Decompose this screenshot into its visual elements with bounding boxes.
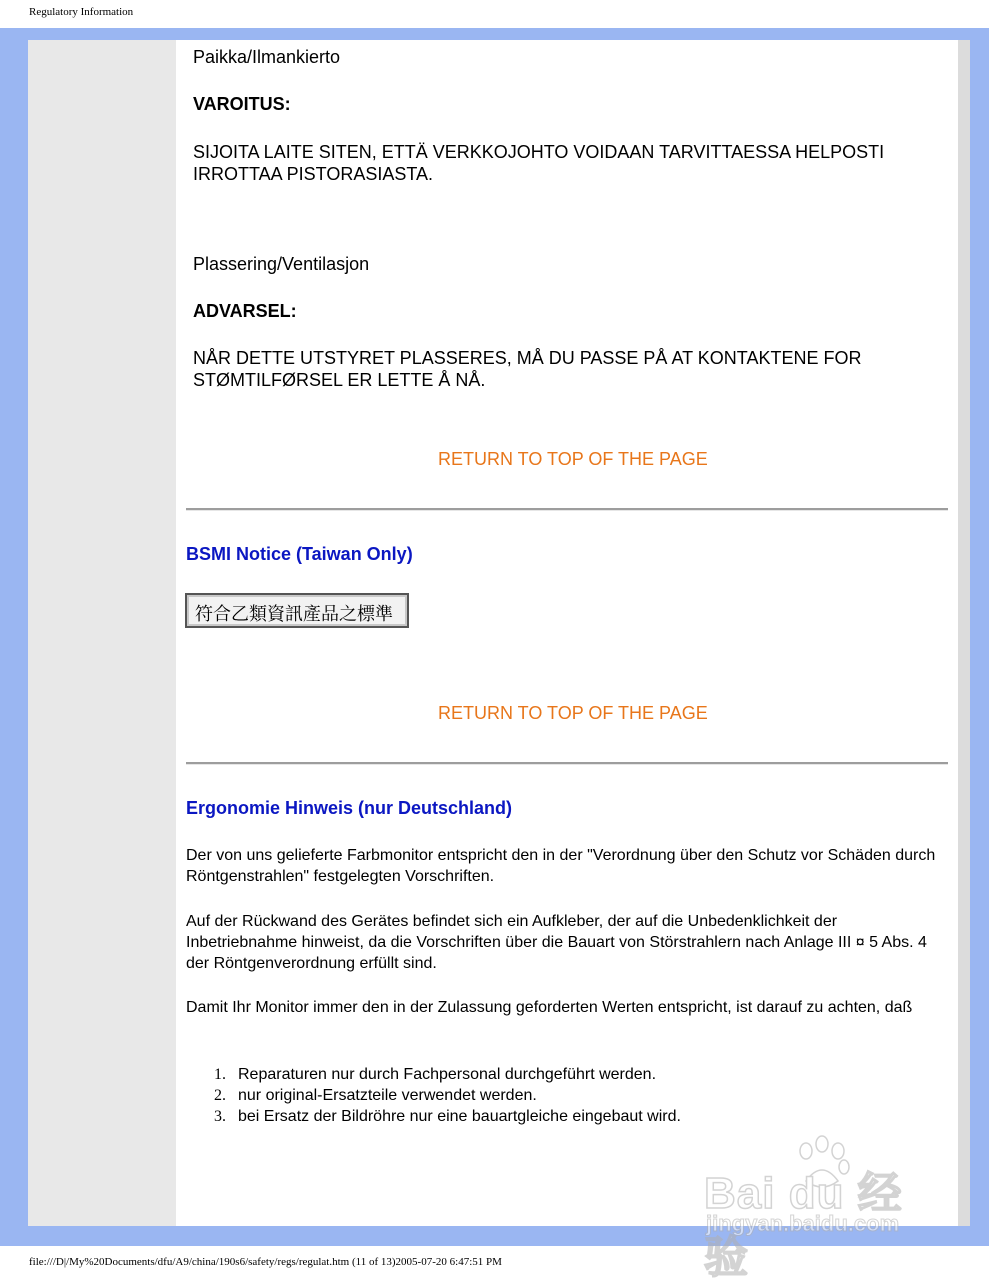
ergonomie-heading: Ergonomie Hinweis (nur Deutschland) xyxy=(186,798,513,818)
norwegian-heading: Plassering/Ventilasjon xyxy=(193,254,370,274)
list-number: 1. xyxy=(214,1066,226,1083)
bsmi-label-image xyxy=(185,593,409,628)
ergonomie-paragraph: Der von uns gelieferte Farbmonitor entspricht den in der "Verordnung über den Schutz vor Schäden durch Röntgenstrahlen" festgelegten Vorschriften. xyxy=(186,847,936,885)
baidu-watermark xyxy=(700,1135,940,1282)
list-item xyxy=(210,1106,681,1127)
finnish-heading: Paikka/Ilmankierto xyxy=(193,47,341,67)
left-sidebar xyxy=(28,40,176,1226)
section-divider xyxy=(186,508,948,511)
page-title: Regulatory Information xyxy=(29,6,134,18)
requirements-list xyxy=(210,1064,681,1127)
norwegian-warning-label: ADVARSEL: xyxy=(193,301,297,321)
browser-header xyxy=(0,0,989,28)
norwegian-warning-text: NÅR DETTE UTSTYRET PLASSERES, MÅ DU PASSE PÅ AT KONTAKTENE FOR STØMTILFØRSEL ER LETTE Å NÅ. xyxy=(193,348,862,390)
list-item-text: nur original-Ersatzteile verwendet werden. xyxy=(238,1087,537,1104)
finnish-warning-text: SIJOITA LAITE SITEN, ETTÄ VERKKOJOHTO VOIDAAN TARVITTAESSA HELPOSTI IRROTTAA PISTORASIASTA. xyxy=(193,142,885,184)
watermark-main-text: Bai du 经验 xyxy=(704,1169,903,1282)
list-item xyxy=(210,1064,681,1085)
right-rail xyxy=(958,40,970,1226)
bsmi-label-text: 符合乙類資訊產品之標準 xyxy=(195,604,393,625)
bsmi-heading: BSMI Notice (Taiwan Only) xyxy=(186,544,413,564)
list-item xyxy=(210,1085,681,1106)
list-item-text: Reparaturen nur durch Fachpersonal durchgeführt werden. xyxy=(238,1066,657,1083)
return-to-top-link[interactable]: RETURN TO TOP OF THE PAGE xyxy=(438,449,708,469)
list-number: 3. xyxy=(214,1108,226,1125)
ergonomie-paragraph: Damit Ihr Monitor immer den in der Zulassung geforderten Werten entspricht, ist darauf zu achten, daß xyxy=(186,999,913,1016)
ergonomie-paragraph: Auf der Rückwand des Gerätes befindet sich ein Aufkleber, der auf die Unbedenklichkeit der Inbetriebnahme hinweist, da die Vorschriften über die Bauart von Störstrahlern nach Anlage III ¤ 5 Abs. 4 der Röntgenverordnung erfüllt sind. xyxy=(186,913,927,972)
content-panel xyxy=(176,40,958,1226)
file-path-footer: file:///D|/My%20Documents/dfu/A9/china/190s6/safety/regs/regulat.htm (11 of 13)2005-07-20 6:47:51 PM xyxy=(29,1256,502,1268)
finnish-warning-label: VAROITUS: xyxy=(193,94,291,114)
list-item-text: bei Ersatz der Bildröhre nur eine bauartgleiche eingebaut wird. xyxy=(238,1108,681,1125)
section-divider xyxy=(186,762,948,765)
list-number: 2. xyxy=(214,1087,226,1104)
return-to-top-link[interactable]: RETURN TO TOP OF THE PAGE xyxy=(438,703,708,723)
watermark-url: jingyan.baidu.com xyxy=(706,1211,900,1236)
